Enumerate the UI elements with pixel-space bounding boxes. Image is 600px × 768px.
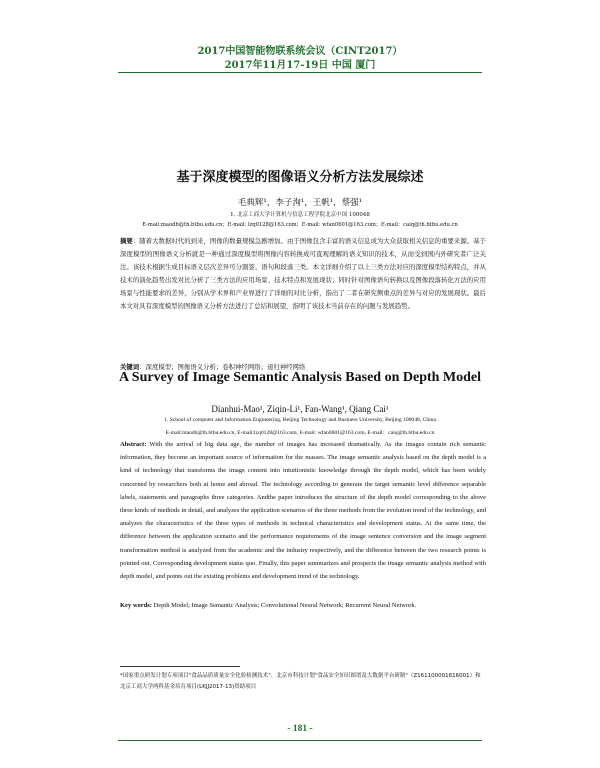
english-keywords-text: Depth Model; Image Semantic Analysis; Convolutional Neural Network; Recurrent Neural Network. bbox=[151, 602, 417, 609]
chinese-authors: 毛典辉¹，李子洵¹，王帆¹，蔡强¹ bbox=[237, 198, 363, 208]
chinese-keywords-label: 关键词 bbox=[120, 363, 140, 371]
chinese-title: 基于深度模型的图像语义分析方法发展综述 bbox=[176, 170, 424, 185]
footnote-rule bbox=[120, 666, 240, 667]
english-keywords bbox=[120, 602, 486, 609]
page-number: - 181 - bbox=[287, 724, 313, 734]
header-rule bbox=[118, 72, 482, 73]
conference-date-place: 2017年11月17-19日 中国 厦门 bbox=[224, 60, 376, 71]
chinese-abstract-text: ：随着大数据时代的到来，图像的数量规模急剧增加。由于图像包含丰富的语义信息成为大众获取相关信息的重要来源。基于深度模型的图像语义分析就是一种通过深度模型将图像内容转换成可直观理解的语义知识的技术，从而受到国内外研究者广泛关注。该技术根据生成目标语义层次差异可分割签、语句和段落三类。本文详细介绍了以上三类方法对应的深度模型结构特点，并从技术的演化趋势出发对比分析了三类方法的应用场景、技术特点和发展现状；同时针对图像语句转换以及图像段落转化方法的应用场景与性能要求的差异，分别从学术界和产业界进行了详细的对比分析，指出了二者在研究侧重点的差异与对应的发展现状。最后本文对具有深度模型的图像语义分析方法进行了总结和展望，指明了该技术当前存在的问题与发展趋势。 bbox=[120, 237, 486, 310]
chinese-affiliation: 1. 北京工商大学计算机与信息工程学院北京中国 100048 bbox=[230, 212, 370, 218]
chinese-abstract bbox=[120, 235, 486, 313]
english-authors: Dianhui-Mao¹, Ziqin-Li¹, Fan-Wang¹, Qiang Cai¹ bbox=[211, 404, 389, 414]
funding-footnote: *国家重点研发计划专项项目"食品品质质量安全化验检测技术"、北京市科技计划"食品安全知识图谱及大数据平台研制"（Z161100001616001）和北京工商大学两科基金培育项目(LKJJ2017-13)资助项目 bbox=[120, 673, 481, 690]
english-keywords-label: Key words: bbox=[120, 602, 152, 609]
english-abstract-text: With the arrival of big data age, the number of images has increased dramatically. As the images contain rich semantic information, they become an important source of information for the masses. The image semantic analysis based on the depth model is a kind of technology that transforms the image content into intuitionistic knowledge through the depth model, which has been widely concerned by researchers both at home and abroad. The technology according to generate the target semantic level difference separable labels, statements and paragraphs three categories. Andthe paper introduces the structure of the depth model corresponding to the above three kinds of methods in detail, and analyzes the application scenarios of the three methods from the evolution trend of the technology, and analyzes the characteristics of the three types of methods in technical characteristics and development status. At the same time, the difference between the application scenario and the performance requirements of the image sentence conversion and the image segment transformation method is analyzed from the academic and the industry respectively, and the difference between the two research points is pointed out. Corresponding development status quo. Finally, this paper summarizes and prospects the image semantic analysis method with depth model, and points out the existing problems and development trend of the technology. bbox=[120, 441, 486, 581]
english-affiliation: 1. School of computer and Information Engineering, Beijing Technology and Business University, Beijing 100048, China bbox=[164, 417, 436, 423]
chinese-abstract-label: 摘要 bbox=[120, 237, 133, 245]
footer-rule bbox=[118, 740, 482, 741]
english-abstract-label: Abstract: bbox=[120, 441, 147, 448]
english-title: A Survey of Image Semantic Analysis Based on Depth Model bbox=[118, 370, 482, 385]
conference-name: 2017中国智能物联系统会议（CINT2017） bbox=[197, 46, 403, 57]
english-emails: E-mail:maodh@th.btbu.edu.cn, E-mail:lzq0128@163.com, E-mail: wfan0601@163.com, E-mail：caiq@th.btbu.edu.cn bbox=[165, 430, 435, 436]
chinese-keywords-text: ：深度模型；图像语义分析；卷积神经网络；递归神经网络 bbox=[139, 363, 306, 371]
chinese-emails: E-mail:maodh@th.btbu.edu.cn；E-mail: lzq0128@163.com；E-mail: wfan0601@163.com；E-mail：caiq@th.btbu.edu.cn bbox=[142, 222, 458, 228]
english-abstract bbox=[120, 438, 486, 583]
